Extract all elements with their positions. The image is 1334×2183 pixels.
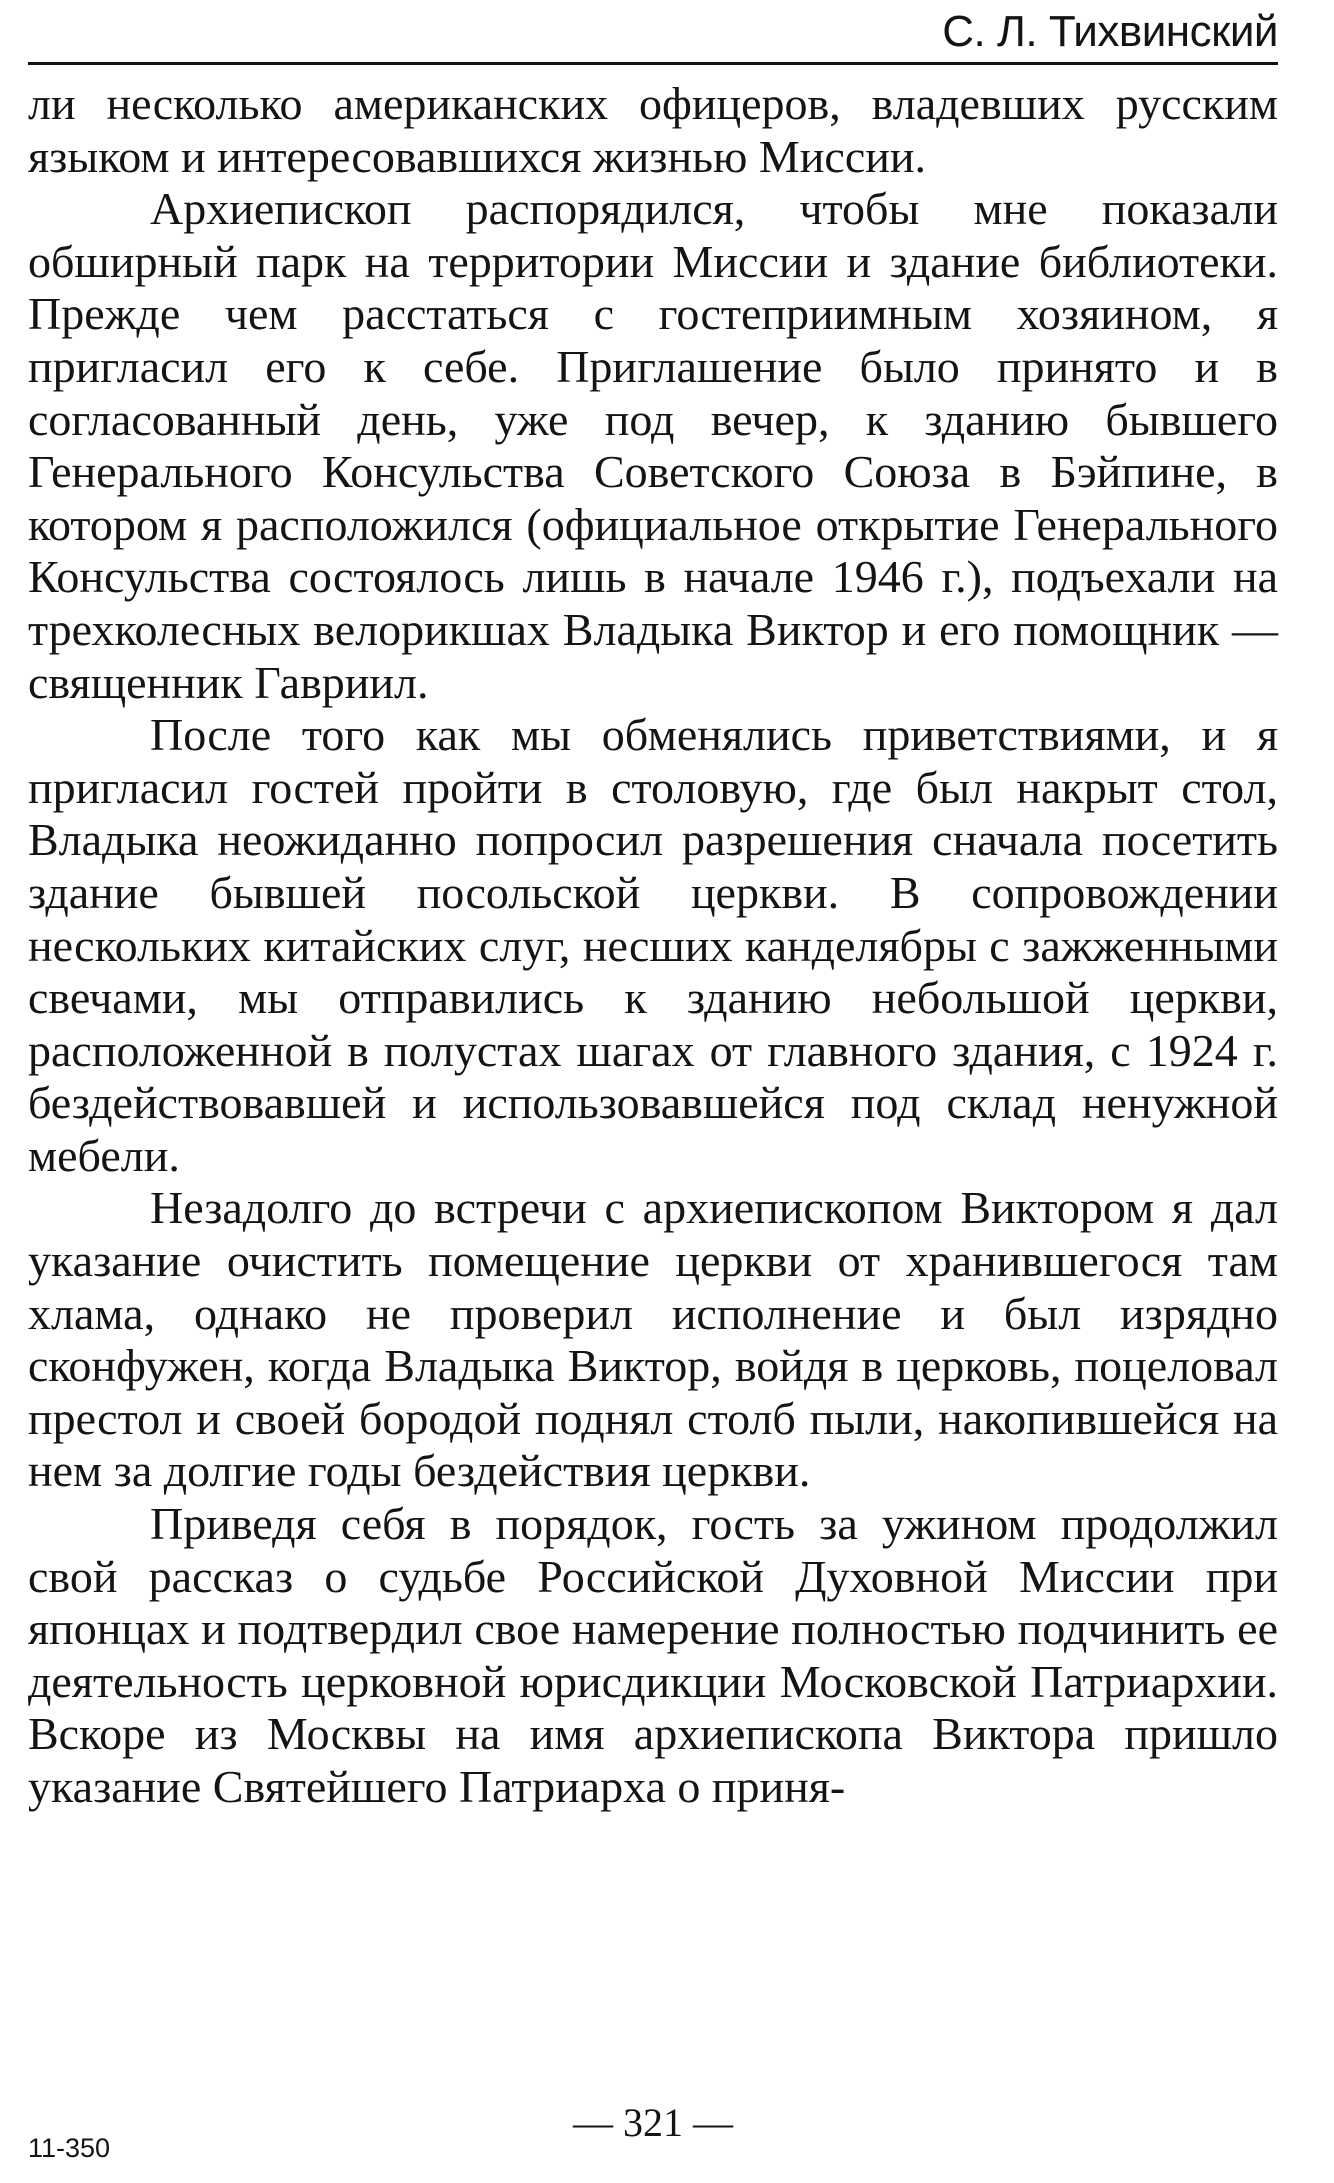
paragraph-continued: ли несколько американских офицеров, владевших русским языком и интересовавшихся жизнью Миссии. (28, 78, 1278, 182)
paragraph: После того как мы обменялись приветствиями, и я пригласил гостей пройти в столовую, где был накрыт стол, Владыка неожиданно попросил разрешения сначала посетить здание бывшей посольской церкви. В сопровождении нескольких китайских слуг, несших канделябры с зажженными свечами, мы отправились к зданию небольшой церкви, расположенной в полустах шагах от главного здания, с 1924 г. бездействовавшей и использовавшейся под склад ненужной мебели. (28, 709, 1278, 1181)
page-number: — 321 — (573, 2100, 733, 2145)
paragraph: Архиепископ распорядился, чтобы мне показали обширный парк на территории Миссии и здание библиотеки. Прежде чем расстаться с гостеприимным хозяином, я пригласил его к себе. Приглашение было принято и в согласованный день, уже под вечер, к зданию бывшего Генерального Консульства Советского Союза в Бэйпине, в котором я расположился (официальное открытие Генерального Консульства состоялось лишь в начале 1946 г.), подъехали на трехколесных велорикшах Владыка Виктор и его помощник — священник Гавриил. (28, 183, 1278, 708)
book-page (28, 0, 1278, 2183)
signature-mark: 11-350 (28, 2133, 111, 2163)
header-rule (28, 62, 1278, 65)
paragraph: Приведя себя в порядок, гость за ужином продолжил свой рассказ о судьбе Российской Духовной Миссии при японцах и подтвердил свое намерение полностью подчинить ее деятельность церковной юрисдикции Московской Патриархии. Вскоре из Москвы на имя архиепископа Виктора пришло указание Святейшего Патриарха о приня- (28, 1498, 1278, 1812)
running-head: С. Л. Тихвинский (942, 7, 1278, 56)
paragraph: Незадолго до встречи с архиепископом Виктором я дал указание очистить помещение церкви от хранившегося там хлама, однако не проверил исполнение и был изрядно сконфужен, когда Владыка Виктор, войдя в церковь, поцеловал престол и своей бородой поднял столб пыли, накопившейся на нем за долгие годы бездействия церкви. (28, 1182, 1278, 1497)
body-text (28, 78, 1278, 1814)
